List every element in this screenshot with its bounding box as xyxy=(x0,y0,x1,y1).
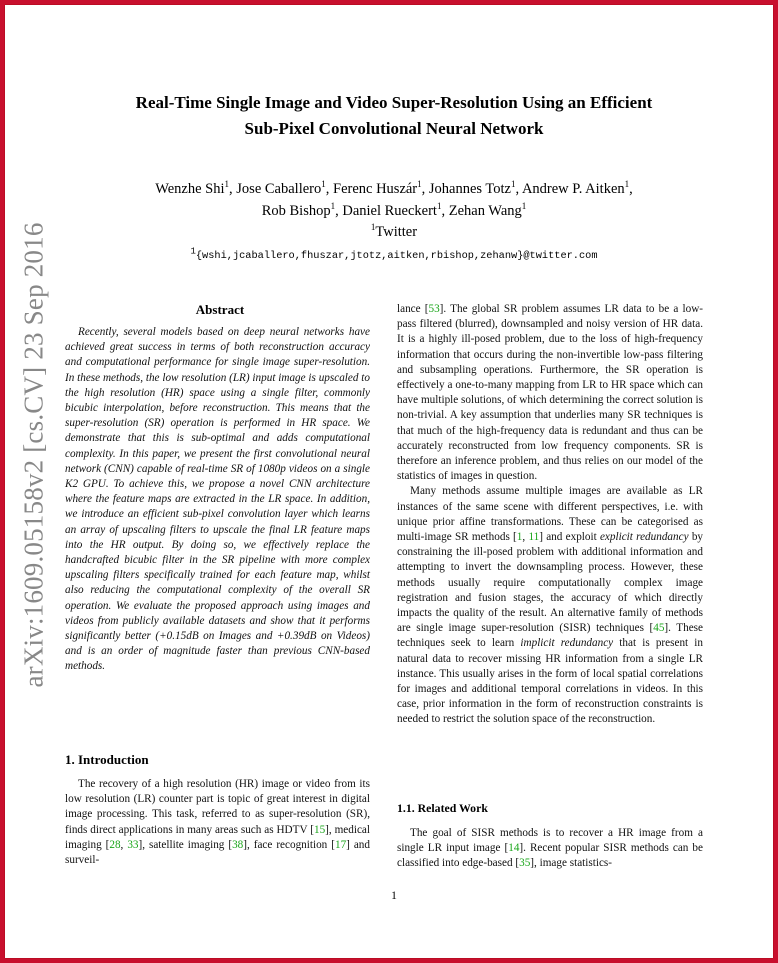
abstract-body xyxy=(65,325,370,675)
author: Wenzhe Shi$^1$ xyxy=(155,179,230,197)
citation-link[interactable]: 17 xyxy=(334,838,347,851)
paper-page xyxy=(5,5,773,958)
abstract-text: Recently, several models based on deep neural networks have achieved great success in terms of both reconstruction accuracy and computational performance for single image super-resolution. In these methods, the low resolution (LR) input image is upscaled to the high resolution (HR) space using a single filter, commonly bicubic interpolation, before reconstruction. This means that the super-resolution (SR) operation is performed in HR space. We demonstrate that this is sub-optimal and adds computational complexity. In this paper, we present the first convolutional neural network (CNN) capable of real-time SR of 1080p videos on a single K2 GPU. To achieve this, we propose a novel CNN architecture where the feature maps are extracted in the LR space. In addition, we introduce an efficient sub-pixel convolution layer which learns an array of upscaling filters to upscale the final LR feature maps into the HR output. By doing so, we effectively replace the handcrafted bicubic filter in the SR pipeline with more complex upscaling filters specifically trained for each feature map, whilst also reducing the computational complexity of the overall SR operation. We evaluate the proposed approach using images and videos from publicly available datasets and show that it performs significantly better (+0.15dB on Images and +0.39dB on Videos) and is an order of magnitude faster than previous CNN-based methods. xyxy=(65,326,370,673)
author: Ferenc Huszár$^1$ xyxy=(333,179,422,197)
paper-title-line-2: Sub-Pixel Convolutional Neural Network xyxy=(244,119,544,138)
author: Daniel Rueckert$^1$ xyxy=(342,201,442,219)
paragraph: lance [53]. The global SR problem assumes LR data to be a low-pass filtered (blurred), downsampled and noisy version of HR data. It is a highly ill-posed problem, due to the loss of high-frequency information that occurs during the non-invertible low-pass filtering and subsampling operations. Furthermore, the SR operation is effectively a one-to-many mapping from LR to HR space which can have multiple solutions, of which determining the correct solution is non-trivial. A key assumption that underlies many SR techniques is that much of the high-frequency data is redundant and thus can be accurately reconstructed from low frequency components. SR is therefore an inference problem, and thus relies on our model of the statistics of images in question. xyxy=(397,303,703,483)
citation-link[interactable]: 33 xyxy=(127,838,139,851)
citation-link[interactable]: 53 xyxy=(428,303,440,315)
abstract-heading: Abstract xyxy=(195,302,245,317)
right-column-body xyxy=(397,302,703,728)
citation-link[interactable]: 14 xyxy=(508,842,520,855)
citation-link[interactable]: 15 xyxy=(313,823,326,836)
page-number: 1 xyxy=(391,890,397,902)
citation-link[interactable]: 38 xyxy=(232,838,244,851)
paper-title-line-1: Real-Time Single Image and Video Super-Resolution Using an Efficient xyxy=(135,93,653,112)
citation-link[interactable]: 45 xyxy=(653,622,665,635)
citation-link[interactable]: 35 xyxy=(519,857,531,870)
citation-link[interactable]: 11 xyxy=(528,531,540,544)
author: Rob Bishop$^1$ xyxy=(261,201,336,219)
related-work-body xyxy=(397,826,703,872)
author: Andrew P. Aitken$^1$ xyxy=(521,179,630,197)
author: Jose Caballero$^1$ xyxy=(236,179,326,197)
author: Zehan Wang$^1$ xyxy=(448,201,527,219)
arxiv-stamp-text: arXiv:1609.05158v2 [cs.CV] 23 Sep 2016 xyxy=(18,222,49,688)
authors-line-2: Rob Bishop$^1$, Daniel Rueckert$^1$, Zehan Wang$^1$ xyxy=(261,201,527,219)
arxiv-stamp xyxy=(9,222,59,688)
paragraph: The recovery of a high resolution (HR) image or video from its low resolution (LR) counter part is topic of great interest in digital image processing. This task, referred to as super-resolution (SR), finds direct applications in many areas such as HDTV [15], medical imaging [28, 33], satellite imaging [38], face recognition [17] and surveil- xyxy=(65,778,370,867)
paragraph: Many methods assume multiple images are available as LR instances of the same scene with different perspectives, i.e. with unique prior affine transformations. These can be categorised as multi-image SR methods [1, 11] and exploit explicit redundancy by constraining the ill-posed problem with additional information and attempting to invert the downsampling process. However, these methods usually require computationally complex image registration and fusion stages, the accuracy of which directly impacts the quality of the result. An alternative family of methods are single image super-resolution (SISR) techniques [45]. These techniques seek to learn implicit redundancy that is present in natural data to recover missing HR information from a single LR instance. This usually arises in the form of local spatial correlations for images and additional temporal correlations in videos. In this case, prior information in the form of reconstruction constraints is needed to restrict the solution space of the reconstruction. xyxy=(397,485,704,726)
introduction-body xyxy=(65,777,370,868)
citation-link[interactable]: 1 xyxy=(516,531,523,544)
affiliation: $^1$Twitter xyxy=(370,222,418,240)
related-work-heading: 1.1. Related Work xyxy=(397,801,488,815)
paragraph: The goal of SISR methods is to recover a HR image from a single LR input image [14]. Recent popular SISR methods can be classified into edge-based [35], image statistics- xyxy=(397,827,703,870)
author-emails: $^1${wshi,jcaballero,fhuszar,jtotz,aitken,rbishop,zehanw}@twitter.com xyxy=(190,246,598,262)
authors-line-1: Wenzhe Shi$^1$, Jose Caballero$^1$, Ferenc Huszár$^1$, Johannes Totz$^1$, Andrew P. Aitken$^1$, xyxy=(155,179,633,197)
introduction-heading: 1. Introduction xyxy=(65,752,149,767)
citation-link[interactable]: 28 xyxy=(109,838,121,851)
author: Johannes Totz$^1$ xyxy=(428,179,516,197)
